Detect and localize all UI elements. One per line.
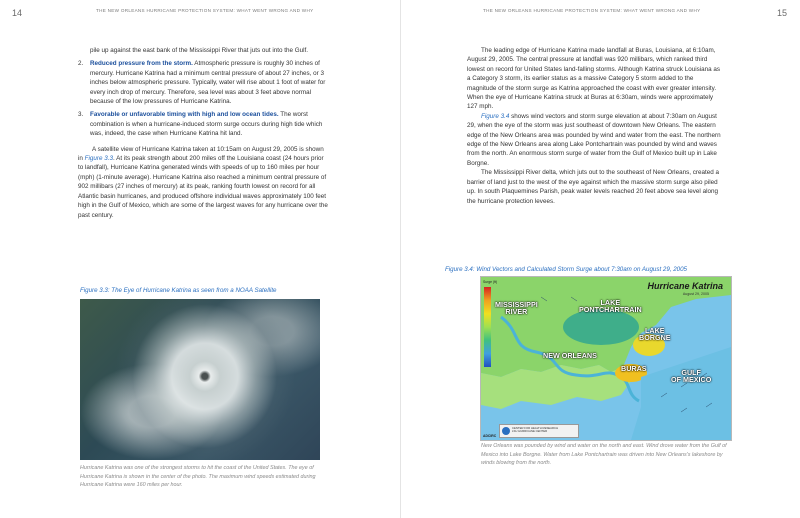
left-body-text <box>78 46 330 220</box>
right-header <box>401 0 800 22</box>
wind-vectors-paragraph <box>467 112 723 168</box>
right-running-title: THE NEW ORLEANS HURRICANE PROTECTION SYSTEM: WHAT WENT WRONG AND WHY <box>483 8 701 13</box>
figure-3-3-title: Figure 3.3: The Eye of Hurricane Katrina as seen from a NOAA Satellite <box>80 287 277 294</box>
list-item-text: Atmospheric pressure is roughly 30 inches of mercury. Hurricane Katrina had a minimum central pressure of about 27 inches, or 3 inches below atmospheric pressure. Typically, water will rise about 1 foot of water for every inch drop of mercury. Therefore, sea level was about 3 feet above normal because of the low pressures of Hurricane Katrina. <box>90 60 326 106</box>
left-page-number: 14 <box>12 8 23 18</box>
figure-3-4-title: Figure 3.4: Wind Vectors and Calculated Storm Surge about 7:30am on August 29, 2005 <box>445 266 687 273</box>
delta-paragraph: The Mississippi River delta, which juts out to the southeast of New Orleans, created a barrier of land just to the west of the eye against which the massive storm surge also piled up. In south Plaquemines Parish, peak water levels reached 20 feet above sea level along the hurricane protection levees. <box>467 169 719 205</box>
satellite-paragraph <box>78 145 330 220</box>
paragraph-text: shows wind vectors and storm surge elevation at about 7:30am on August 29, when the eye of the storm was just southeast of downtown New Orleans. The eastern edge of the New Orleans area was pounded by wind and water from the east. The northern edge of the New Orleans area along Lake Pontchartrain was pounded by wind and waves from the north. An enormous storm surge of water from the Gulf of Mexico built up in Lake Borgne. <box>467 112 721 167</box>
list-item-title: Reduced pressure from the storm. <box>90 60 193 68</box>
list-item-title: Favorable or unfavorable timing with high and low ocean tides. <box>90 111 279 119</box>
paragraph-text: A satellite view of Hurricane Katrina taken at 10:15am on August 29, 2005 is shown in <box>78 145 324 163</box>
storm-surge-map <box>480 276 732 441</box>
surge-legend-bar <box>484 287 491 367</box>
list-number: 2. <box>78 60 84 68</box>
left-header <box>0 0 400 22</box>
right-body-text <box>467 46 723 206</box>
label-lake-borgne: LAKE BORGNE <box>639 326 671 343</box>
map-model-code: ADCIRC <box>483 434 497 438</box>
map-title: Hurricane Katrina <box>647 281 723 291</box>
paragraph-text: . At its peak strength about 200 miles off the Louisiana coast (24 hours prior to landfall), Hurricane Katrina generated winds with speeds of up to 160 miles per hour (mph) (1-minute average). Hurricane Katrina also reached a minimum central pressure of 902 millibars (27 inches of mercury) at its peak, ranking fourth lowest on record for all Atlantic basin hurricanes, and produced offshore individual waves approximately 100 feet high in the Gulf of Mexico, which are some of the largest waves for any hurricane over the past century. <box>78 155 328 219</box>
continued-paragraph: pile up against the east bank of the Mississippi River that juts out into the Gulf. <box>90 47 309 54</box>
figure-3-3-caption: Hurricane Katrina was one of the strongest storms to hit the coast of the United States. The eye of Hurricane Katrina is shown in the center of the photo. The maximum wind speeds estimated during Hurricane Katrina were 160 miles per hour. <box>80 465 316 489</box>
label-gulf-of-mexico: GULF OF MEXICO <box>671 368 712 385</box>
logo-icon <box>502 427 510 435</box>
figure-3-4-caption: New Orleans was pounded by wind and water on the north and east. Wind drove water from the Gulf of Mexico into Lake Borgne. Water from Lake Pontchartrain was driven into New Orleans's lakeshore by winds blowing from the north. <box>481 443 727 467</box>
list-item-3 <box>78 110 330 138</box>
right-page-number: 15 <box>776 8 787 18</box>
list-item-text: The worst combination is when a hurricane-induced storm surge occurs during high tide which was, indeed, the case when Hurricane Katrina hit land. <box>90 111 323 138</box>
legend-title: Surge (ft) <box>483 280 498 284</box>
map-subtitle: August 29, 2005 <box>682 292 709 296</box>
list-number: 3. <box>78 111 84 119</box>
logo-text: CENTER FOR HEALTH RESEARCH LSU HURRICANE CENTER <box>512 426 559 434</box>
figure-3-4-link[interactable]: Figure 3.4 <box>481 112 510 120</box>
figure-3-3-link[interactable]: Figure 3.3 <box>84 155 114 163</box>
hurricane-satellite-image <box>80 299 320 460</box>
left-running-title: THE NEW ORLEANS HURRICANE PROTECTION SYSTEM: WHAT WENT WRONG AND WHY <box>96 8 314 13</box>
landfall-paragraph: The leading edge of Hurricane Katrina made landfall at Buras, Louisiana, at 6:10am, August 29, 2005. The central pressure at landfall was 920 millibars, which ranked third lowest on record for United States land-falling storms. Although Katrina struck Louisiana as a Category 3 storm, its earlier status as a massive Category 5 storm added to the magnitude of the storm surge as Katrina approached the coast with ever greater intensity. When the eye of Hurricane Katrina struck at Buras at 6:30am, winds were approximately 127 mph. <box>467 47 721 111</box>
map-logo <box>499 424 579 438</box>
label-new-orleans: NEW ORLEANS <box>543 351 597 360</box>
label-mississippi-river: MISSISSIPPI RIVER <box>495 300 538 317</box>
label-lake-pontchartrain: LAKE PONTCHARTRAIN <box>579 298 642 315</box>
list-item-2 <box>78 59 330 106</box>
label-buras: BURAS <box>621 364 647 373</box>
